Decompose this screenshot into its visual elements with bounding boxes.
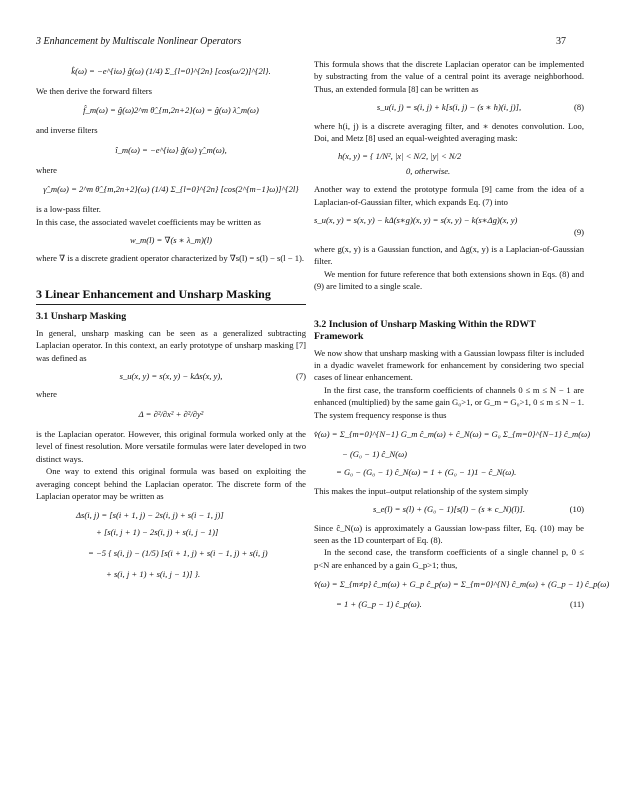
equation-10-number: (10)	[569, 504, 584, 515]
page-number: 37	[556, 36, 566, 47]
paragraph-unsharp-general: In general, unsharp masking can be seen as a generalized subtracting Laplacian operator. In this context, an early prototype of unsharp masking [7] was defined as	[36, 327, 306, 363]
paragraph-laplacian: is the Laplacian operator. However, this original formula worked only at the level of finest resolution. More versatile formulas were later developed in two distinct ways.	[36, 428, 306, 464]
equation-k-hat: k̂(ω) = −e^{iω} ĝ(ω) (1/4) Σ_{l=0}^{2n} [cos(ω/2)]^{2l}.	[71, 66, 271, 76]
equation-inverse-filters: î_m(ω) = −e^{iω} ĝ(ω) γ̂_m(ω),	[115, 144, 227, 155]
paragraph-first-case: In the first case, the transform coefficients of channels 0 ≤ m ≤ N − 1 are enhanced (multiplied) by the same gain G₀>1, or G_m = G₀>1, 0 ≤ m ≤ N − 1. The system frequency response is thus	[314, 384, 584, 420]
paragraph-where-3: where h(i, j) is a discrete averaging filter, and ∗ denotes convolution. Loo, Doi, and Metz [8] used an equal-weighted averaging mask:	[314, 120, 584, 144]
equation-8	[314, 101, 584, 113]
equation-discrete-line-1: Δs(i, j) = [s(i + 1, j) − 2s(i, j) + s(i − 1, j)]	[76, 510, 224, 521]
equation-7-body: s_u(x, y) = s(x, y) − kΔs(x, y),	[119, 371, 223, 382]
right-column	[314, 58, 610, 617]
equation-8-number: (8)	[573, 102, 584, 113]
paragraph-wavelet: In this case, the associated wavelet coefficients may be written as	[36, 216, 261, 227]
equation-h-line-2: 0, otherwise.	[406, 165, 451, 176]
equation-v-line-4: v̂(ω) = Σ_{m≠p} ĉ_m(ω) + G_p ĉ_p(ω) = Σ_{m=0}^{N} ĉ_m(ω) + (G_p − 1) ĉ_p(ω)	[314, 579, 610, 590]
running-title: 3 Enhancement by Multiscale Nonlinear Operators	[36, 36, 242, 47]
paragraph-since: Since ĉ_N(ω) is approximately a Gaussian low-pass filter, Eq. (10) may be seen as the 1D counterpart of Eq. (8).	[314, 522, 584, 545]
equation-v-line-1: v̂(ω) = Σ_{m=0}^{N−1} G_m ĉ_m(ω) + ĉ_N(ω) = G₀ Σ_{m=0}^{N−1} ĉ_m(ω)	[314, 428, 591, 439]
section-3-heading: 3 Linear Enhancement and Unsharp Masking	[36, 287, 306, 305]
equation-9-number: (9)	[573, 227, 584, 238]
paragraph-we-show: We now show that unsharp masking with a Gaussian lowpass filter is included in a dyadic wavelet framework for enhancement by considering two special cases of linear enhancement.	[314, 347, 584, 383]
equation-v-line-2: − (G₀ − 1) ĉ_N(ω)	[342, 448, 408, 459]
subsection-3-1-heading: 3.1 Unsharp Masking	[36, 310, 127, 322]
paragraph-gaussian: where g(x, y) is a Gaussian function, and Δg(x, y) is a Laplacian-of-Gaussian filter.	[314, 243, 584, 267]
equation-11	[314, 598, 584, 610]
paragraph-second-case: In the second case, the transform coefficients of a single channel p, 0 ≤ p<N are enhanced by a gain G_p>1; thus,	[314, 547, 584, 570]
paragraph-where-1: where	[36, 164, 57, 175]
paragraph-inverse: and inverse filters	[36, 125, 98, 136]
paragraph-one-way: One way to extend this original formula was based on exploiting the averaging concept behind the Laplacian operator. The discrete form of the Laplacian operator may be written as	[36, 466, 306, 501]
equation-gamma: γ̂_m(ω) = 2^m θ̂_{m,2n+2}(ω) (1/4) Σ_{l=0}^{2n} [cos(2^{m−1}ω)]^{2l}	[43, 184, 299, 195]
equation-9-body: s_u(x, y) = s(x, y) − kΔ(s∗g)(x, y) = s(x, y) − k(s∗Δg)(x, y)	[314, 215, 518, 226]
equation-8-body: s_u(i, j) = s(i, j) + k[s(i, j) − (s ∗ h)(i, j)],	[376, 102, 522, 113]
equation-discrete-line-3: = −5 { s(i, j) − (1/5) [s(i + 1, j) + s(i − 1, j) + s(i, j)	[88, 548, 268, 559]
equation-11-number: (11)	[570, 599, 584, 610]
subsection-3-2-heading: 3.2 Inclusion of Unsharp Masking Within the RDWT Framework	[314, 318, 536, 342]
equation-discrete-line-2: + [s(i, j + 1) − 2s(i, j) + s(i, j − 1)]	[96, 527, 219, 538]
equation-v-line-3: = G₀ − (G₀ − 1) ĉ_N(ω) = 1 + (G₀ − 1)1 − ĉ_N(ω).	[336, 467, 517, 478]
paragraph-where-2: where	[36, 389, 57, 400]
paragraph-makes: This makes the input–output relationship of the system simply	[314, 485, 529, 496]
equation-7-number: (7)	[295, 371, 306, 382]
equation-wavelet-coefficients: w_m(l) = ∇(s ∗ λ_m)(l)	[130, 235, 212, 246]
equation-laplacian-delta: Δ = ∂²/∂x² + ∂²/∂y²	[138, 408, 204, 419]
equation-11-body: = 1 + (G_p − 1) ĉ_p(ω).	[336, 599, 422, 610]
equation-discrete-line-4: + s(i, j + 1) + s(i, j − 1)] }.	[106, 569, 201, 580]
paragraph-nabla: where ∇ is a discrete gradient operator characterized by ∇s(l) = s(l) − s(l − 1).	[36, 253, 305, 264]
paragraph-another-way: Another way to extend the prototype formula [9] came from the idea of a Laplacian-of-Gaussian filter, which expands Eq. (7) into	[314, 184, 584, 207]
paragraph-lowpass: is a low-pass filter.	[36, 204, 101, 215]
equation-h-line-1: h(x, y) = { 1/N², |x| < N/2, |y| < N/2	[338, 151, 462, 162]
left-column	[36, 58, 306, 588]
equation-forward-filters: f̂_m(ω) = ĝ(ω)2^m θ̂_{m,2n+2}(ω) = ĝ(ω) λ̂_m(ω)	[83, 105, 259, 116]
paragraph-forward: We then derive the forward filters	[36, 86, 152, 96]
equation-10	[314, 503, 584, 515]
paragraph-formula-shows: This formula shows that the discrete Laplacian operator can be implemented by substracting from the value of a central point its average neighborhood. Thus, an extended formula [8] can be written as	[314, 59, 584, 94]
equation-7	[36, 370, 306, 382]
equation-10-body: s_e(l) = s(l) + (G₀ − 1)[s(l) − (s ∗ c_N)(l)].	[372, 504, 526, 515]
paragraph-mention: We mention for future reference that both extensions shown in Eqs. (8) and (9) are limited to a single scale.	[314, 268, 584, 292]
